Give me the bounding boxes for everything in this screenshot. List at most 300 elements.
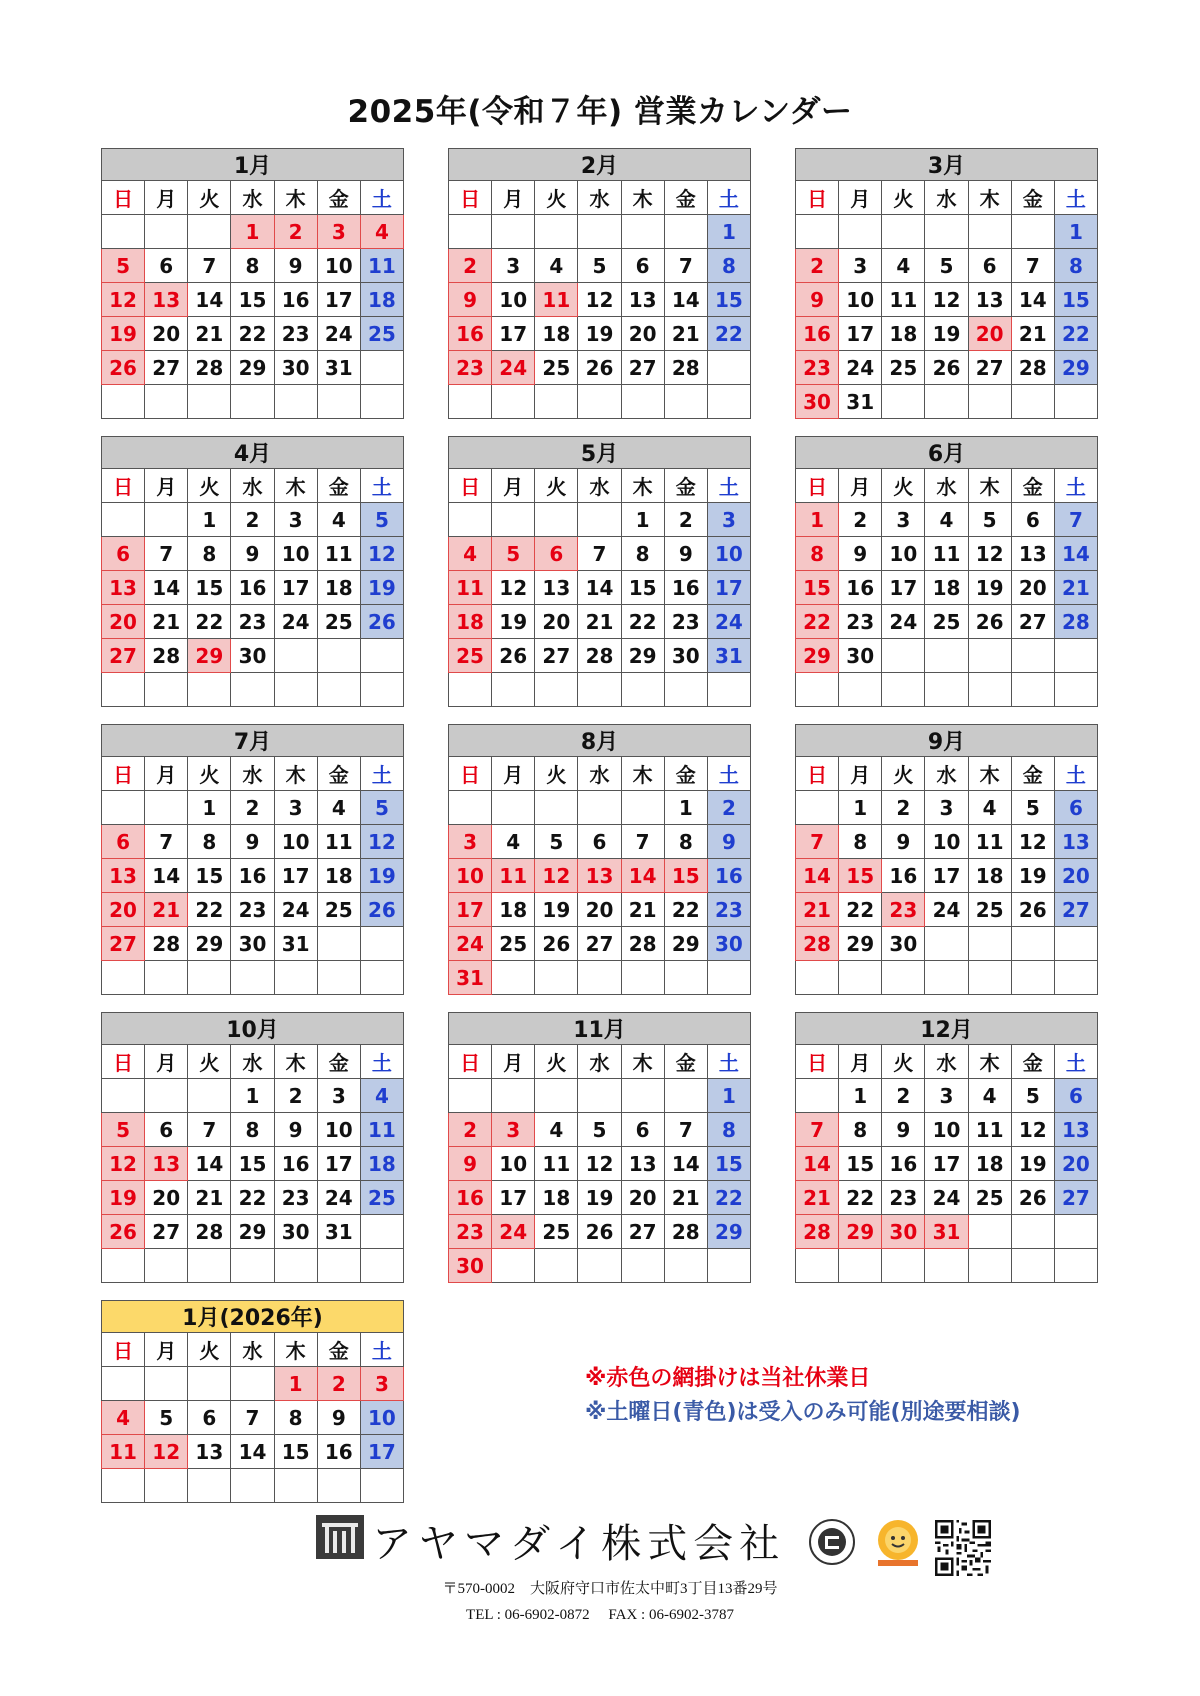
holiday-cell: 19: [102, 1181, 145, 1215]
day-cell: 7: [231, 1401, 274, 1435]
day-cell: 27: [621, 351, 664, 385]
holiday-cell: 27: [102, 639, 145, 673]
day-cell: 9: [882, 1113, 925, 1147]
empty-cell: [707, 961, 750, 995]
saturday-cell: 8: [707, 1113, 750, 1147]
day-cell: 10: [925, 825, 968, 859]
day-cell: 3: [925, 791, 968, 825]
weekday-label: 火: [535, 1045, 578, 1079]
weekday-label: 火: [882, 469, 925, 503]
holiday-cell: 3: [492, 1113, 535, 1147]
empty-cell: [145, 1367, 188, 1401]
day-cell: 3: [882, 503, 925, 537]
empty-cell: [231, 385, 274, 419]
weekday-label: 土: [360, 469, 403, 503]
weekday-label: 月: [492, 469, 535, 503]
weekday-label: 火: [188, 181, 231, 215]
day-cell: 1: [231, 1079, 274, 1113]
empty-cell: [1054, 1215, 1097, 1249]
day-cell: 2: [231, 791, 274, 825]
day-cell: 3: [274, 503, 317, 537]
day-cell: 17: [925, 1147, 968, 1181]
saturday-cell: 12: [360, 825, 403, 859]
holiday-cell: 26: [102, 351, 145, 385]
day-cell: 14: [188, 1147, 231, 1181]
empty-cell: [796, 961, 839, 995]
day-cell: 5: [535, 825, 578, 859]
holiday-cell: 16: [449, 1181, 492, 1215]
month-calendar: [101, 1300, 404, 1503]
holiday-cell: 5: [492, 537, 535, 571]
day-cell: 9: [231, 537, 274, 571]
empty-cell: [102, 1079, 145, 1113]
empty-cell: [274, 385, 317, 419]
day-cell: 4: [882, 249, 925, 283]
empty-cell: [882, 385, 925, 419]
saturday-cell: 10: [707, 537, 750, 571]
saturday-cell: 8: [707, 249, 750, 283]
saturday-cell: 30: [707, 927, 750, 961]
holiday-cell: 7: [796, 1113, 839, 1147]
day-cell: 15: [231, 1147, 274, 1181]
day-cell: 9: [317, 1401, 360, 1435]
day-cell: 12: [492, 571, 535, 605]
day-cell: 22: [839, 893, 882, 927]
weekday-label: 金: [1011, 181, 1054, 215]
empty-cell: [535, 385, 578, 419]
empty-cell: [925, 385, 968, 419]
day-cell: 19: [578, 1181, 621, 1215]
day-cell: 19: [1011, 859, 1054, 893]
empty-cell: [578, 1249, 621, 1283]
day-cell: 26: [968, 605, 1011, 639]
saturday-cell: 21: [1054, 571, 1097, 605]
day-cell: 7: [188, 249, 231, 283]
day-cell: 19: [925, 317, 968, 351]
day-cell: 15: [839, 1147, 882, 1181]
holiday-cell: 11: [449, 571, 492, 605]
saturday-cell: 26: [360, 605, 403, 639]
holiday-cell: 10: [449, 859, 492, 893]
empty-cell: [188, 1367, 231, 1401]
saturday-cell: 1: [707, 215, 750, 249]
day-cell: 17: [492, 317, 535, 351]
saturday-cell: 11: [360, 249, 403, 283]
empty-cell: [145, 1249, 188, 1283]
weekday-label: 土: [360, 757, 403, 791]
day-cell: 23: [231, 605, 274, 639]
company-address: 〒570-0002 大阪府守口市佐太中町3丁目13番29号: [442, 1581, 778, 1597]
holiday-cell: 28: [796, 927, 839, 961]
empty-cell: [102, 1249, 145, 1283]
day-cell: 4: [492, 825, 535, 859]
day-cell: 11: [968, 1113, 1011, 1147]
weekday-label: 水: [231, 469, 274, 503]
day-cell: 28: [145, 927, 188, 961]
day-cell: 16: [839, 571, 882, 605]
empty-cell: [968, 385, 1011, 419]
day-cell: 31: [274, 927, 317, 961]
day-cell: 5: [145, 1401, 188, 1435]
day-cell: 10: [882, 537, 925, 571]
weekday-label: 木: [274, 1045, 317, 1079]
weekday-label: 火: [188, 1333, 231, 1367]
day-cell: 31: [317, 351, 360, 385]
empty-cell: [839, 1249, 882, 1283]
day-cell: 30: [839, 639, 882, 673]
day-cell: 10: [492, 283, 535, 317]
empty-cell: [145, 215, 188, 249]
day-cell: 25: [492, 927, 535, 961]
company-name: アヤマダイ株式会社: [372, 1521, 786, 1567]
weekday-label: 月: [839, 757, 882, 791]
month-calendar: [448, 1012, 751, 1283]
empty-cell: [1011, 639, 1054, 673]
empty-cell: [102, 673, 145, 707]
holiday-cell: 14: [796, 859, 839, 893]
day-cell: 10: [274, 825, 317, 859]
empty-cell: [796, 673, 839, 707]
empty-cell: [360, 1215, 403, 1249]
empty-cell: [1054, 673, 1097, 707]
empty-cell: [925, 961, 968, 995]
weekday-label: 木: [968, 469, 1011, 503]
day-cell: 21: [1011, 317, 1054, 351]
day-cell: 18: [317, 571, 360, 605]
saturday-cell: 1: [1054, 215, 1097, 249]
day-cell: 6: [145, 1113, 188, 1147]
month-header: 4月: [102, 437, 404, 469]
day-cell: 30: [274, 351, 317, 385]
holiday-cell: 13: [102, 859, 145, 893]
saturday-cell: 22: [707, 317, 750, 351]
day-cell: 14: [188, 283, 231, 317]
weekday-label: 土: [1054, 1045, 1097, 1079]
weekday-label: 日: [796, 469, 839, 503]
empty-cell: [274, 673, 317, 707]
company-logo-icon: [316, 1515, 364, 1559]
day-cell: 21: [664, 1181, 707, 1215]
weekday-label: 水: [578, 181, 621, 215]
empty-cell: [882, 1249, 925, 1283]
holiday-cell: 28: [796, 1215, 839, 1249]
day-cell: 26: [925, 351, 968, 385]
month-header: 6月: [796, 437, 1098, 469]
saturday-cell: 22: [1054, 317, 1097, 351]
day-cell: 5: [578, 1113, 621, 1147]
saturday-cell: 25: [360, 317, 403, 351]
saturday-cell: 5: [360, 503, 403, 537]
day-cell: 25: [535, 1215, 578, 1249]
weekday-label: 水: [925, 181, 968, 215]
day-cell: 22: [231, 317, 274, 351]
saturday-cell: 29: [1054, 351, 1097, 385]
empty-cell: [188, 1079, 231, 1113]
day-cell: 8: [621, 537, 664, 571]
day-cell: 8: [839, 1113, 882, 1147]
weekday-label: 火: [882, 181, 925, 215]
holiday-cell: 14: [621, 859, 664, 893]
holiday-cell: 17: [449, 893, 492, 927]
day-cell: 18: [925, 571, 968, 605]
day-cell: 1: [188, 791, 231, 825]
day-cell: 27: [145, 1215, 188, 1249]
empty-cell: [839, 961, 882, 995]
day-cell: 24: [317, 1181, 360, 1215]
weekday-label: 金: [664, 181, 707, 215]
empty-cell: [664, 1079, 707, 1113]
holiday-cell: 11: [492, 859, 535, 893]
day-cell: 2: [231, 503, 274, 537]
saturday-cell: 5: [360, 791, 403, 825]
day-cell: 16: [231, 571, 274, 605]
day-cell: 7: [664, 1113, 707, 1147]
empty-cell: [188, 215, 231, 249]
day-cell: 20: [145, 1181, 188, 1215]
weekday-label: 月: [492, 181, 535, 215]
holiday-cell: 20: [968, 317, 1011, 351]
day-cell: 3: [925, 1079, 968, 1113]
day-cell: 24: [317, 317, 360, 351]
weekday-label: 火: [188, 757, 231, 791]
day-cell: 8: [188, 537, 231, 571]
day-cell: 25: [317, 893, 360, 927]
empty-cell: [839, 673, 882, 707]
empty-cell: [492, 215, 535, 249]
day-cell: 14: [145, 859, 188, 893]
holiday-cell: 2: [796, 249, 839, 283]
holiday-cell: 12: [102, 283, 145, 317]
empty-cell: [145, 385, 188, 419]
weekday-label: 月: [492, 757, 535, 791]
month-header: 10月: [102, 1013, 404, 1045]
empty-cell: [231, 673, 274, 707]
holiday-cell: 12: [145, 1435, 188, 1469]
day-cell: 16: [274, 283, 317, 317]
empty-cell: [360, 639, 403, 673]
holiday-cell: 15: [796, 571, 839, 605]
holiday-cell: 11: [535, 283, 578, 317]
day-cell: 18: [535, 317, 578, 351]
weekday-label: 木: [621, 1045, 664, 1079]
saturday-cell: 23: [707, 893, 750, 927]
day-cell: 17: [274, 859, 317, 893]
empty-cell: [1011, 1249, 1054, 1283]
empty-cell: [621, 673, 664, 707]
empty-cell: [796, 1249, 839, 1283]
day-cell: 11: [882, 283, 925, 317]
day-cell: 7: [145, 825, 188, 859]
weekday-label: 火: [535, 181, 578, 215]
saturday-cell: 12: [360, 537, 403, 571]
weekday-label: 金: [317, 757, 360, 791]
day-cell: 16: [664, 571, 707, 605]
empty-cell: [664, 215, 707, 249]
empty-cell: [1054, 1249, 1097, 1283]
empty-cell: [707, 351, 750, 385]
saturday-cell: 25: [360, 1181, 403, 1215]
empty-cell: [449, 215, 492, 249]
empty-cell: [925, 215, 968, 249]
day-cell: 20: [578, 893, 621, 927]
empty-cell: [360, 1249, 403, 1283]
day-cell: 3: [317, 1079, 360, 1113]
holiday-cell: 24: [492, 1215, 535, 1249]
weekday-label: 土: [707, 1045, 750, 1079]
day-cell: 26: [1011, 1181, 1054, 1215]
empty-cell: [1054, 961, 1097, 995]
day-cell: 22: [231, 1181, 274, 1215]
holiday-cell: 3: [360, 1367, 403, 1401]
day-cell: 31: [839, 385, 882, 419]
weekday-label: 水: [925, 1045, 968, 1079]
day-cell: 15: [231, 283, 274, 317]
weekday-label: 金: [1011, 1045, 1054, 1079]
empty-cell: [492, 503, 535, 537]
weekday-label: 月: [839, 181, 882, 215]
empty-cell: [882, 673, 925, 707]
day-cell: 22: [664, 893, 707, 927]
weekday-label: 日: [449, 469, 492, 503]
day-cell: 25: [317, 605, 360, 639]
weekday-label: 水: [925, 757, 968, 791]
day-cell: 29: [839, 927, 882, 961]
month-header: 1月(2026年): [102, 1301, 404, 1333]
empty-cell: [102, 503, 145, 537]
day-cell: 24: [882, 605, 925, 639]
day-cell: 12: [578, 283, 621, 317]
day-cell: 22: [621, 605, 664, 639]
saturday-cell: 26: [360, 893, 403, 927]
day-cell: 11: [968, 825, 1011, 859]
day-cell: 26: [1011, 893, 1054, 927]
empty-cell: [317, 673, 360, 707]
weekday-label: 木: [274, 1333, 317, 1367]
empty-cell: [360, 351, 403, 385]
day-cell: 25: [535, 351, 578, 385]
empty-cell: [664, 673, 707, 707]
saturday-cell: 19: [360, 571, 403, 605]
month-header: 8月: [449, 725, 751, 757]
day-cell: 23: [839, 605, 882, 639]
day-cell: 22: [839, 1181, 882, 1215]
weekday-label: 木: [621, 181, 664, 215]
weekday-label: 金: [664, 757, 707, 791]
empty-cell: [535, 791, 578, 825]
day-cell: 24: [274, 605, 317, 639]
page-title: 2025年(令和７年) 営業カレンダー: [347, 94, 853, 130]
holiday-cell: 30: [796, 385, 839, 419]
holiday-cell: 23: [449, 1215, 492, 1249]
empty-cell: [1011, 961, 1054, 995]
day-cell: 9: [274, 249, 317, 283]
day-cell: 23: [664, 605, 707, 639]
saturday-cell: 4: [360, 1079, 403, 1113]
saturday-cell: 24: [707, 605, 750, 639]
empty-cell: [664, 1249, 707, 1283]
day-cell: 14: [231, 1435, 274, 1469]
day-cell: 30: [274, 1215, 317, 1249]
empty-cell: [360, 927, 403, 961]
day-cell: 3: [492, 249, 535, 283]
day-cell: 27: [145, 351, 188, 385]
empty-cell: [231, 961, 274, 995]
day-cell: 19: [578, 317, 621, 351]
day-cell: 2: [664, 503, 707, 537]
empty-cell: [492, 385, 535, 419]
empty-cell: [188, 1249, 231, 1283]
empty-cell: [882, 639, 925, 673]
holiday-cell: 31: [925, 1215, 968, 1249]
day-cell: 10: [925, 1113, 968, 1147]
day-cell: 10: [317, 1113, 360, 1147]
day-cell: 6: [621, 1113, 664, 1147]
holiday-cell: 13: [102, 571, 145, 605]
day-cell: 17: [925, 859, 968, 893]
saturday-cell: 18: [360, 283, 403, 317]
day-cell: 19: [968, 571, 1011, 605]
saturday-cell: 7: [1054, 503, 1097, 537]
empty-cell: [535, 215, 578, 249]
weekday-label: 火: [188, 469, 231, 503]
holiday-cell: 20: [102, 893, 145, 927]
saturday-cell: 17: [707, 571, 750, 605]
holiday-cell: 3: [449, 825, 492, 859]
empty-cell: [360, 961, 403, 995]
holiday-cell: 3: [317, 215, 360, 249]
holiday-cell: 12: [535, 859, 578, 893]
empty-cell: [968, 673, 1011, 707]
month-header: 9月: [796, 725, 1098, 757]
day-cell: 21: [188, 1181, 231, 1215]
day-cell: 9: [231, 825, 274, 859]
day-cell: 29: [231, 351, 274, 385]
weekday-label: 火: [188, 1045, 231, 1079]
weekday-label: 土: [1054, 469, 1097, 503]
weekday-label: 木: [621, 469, 664, 503]
holiday-cell: 2: [449, 249, 492, 283]
day-cell: 25: [925, 605, 968, 639]
empty-cell: [145, 791, 188, 825]
saturday-note: ※土曜日(青色)は受入のみ可能(別途要相談): [585, 1400, 1021, 1425]
day-cell: 23: [231, 893, 274, 927]
day-cell: 13: [188, 1435, 231, 1469]
day-cell: 27: [578, 927, 621, 961]
empty-cell: [145, 961, 188, 995]
weekday-label: 日: [796, 1045, 839, 1079]
saturday-cell: 11: [360, 1113, 403, 1147]
empty-cell: [968, 639, 1011, 673]
saturday-cell: 8: [1054, 249, 1097, 283]
empty-cell: [968, 961, 1011, 995]
month-calendar: [101, 436, 404, 707]
day-cell: 28: [664, 1215, 707, 1249]
day-cell: 17: [317, 283, 360, 317]
day-cell: 6: [578, 825, 621, 859]
empty-cell: [1054, 639, 1097, 673]
day-cell: 26: [578, 351, 621, 385]
day-cell: 8: [664, 825, 707, 859]
day-cell: 29: [188, 927, 231, 961]
day-cell: 13: [621, 283, 664, 317]
weekday-label: 火: [535, 757, 578, 791]
month-header: 12月: [796, 1013, 1098, 1045]
day-cell: 27: [1011, 605, 1054, 639]
month-calendar: [795, 1012, 1098, 1283]
empty-cell: [664, 961, 707, 995]
holiday-cell: 6: [102, 825, 145, 859]
day-cell: 14: [578, 571, 621, 605]
